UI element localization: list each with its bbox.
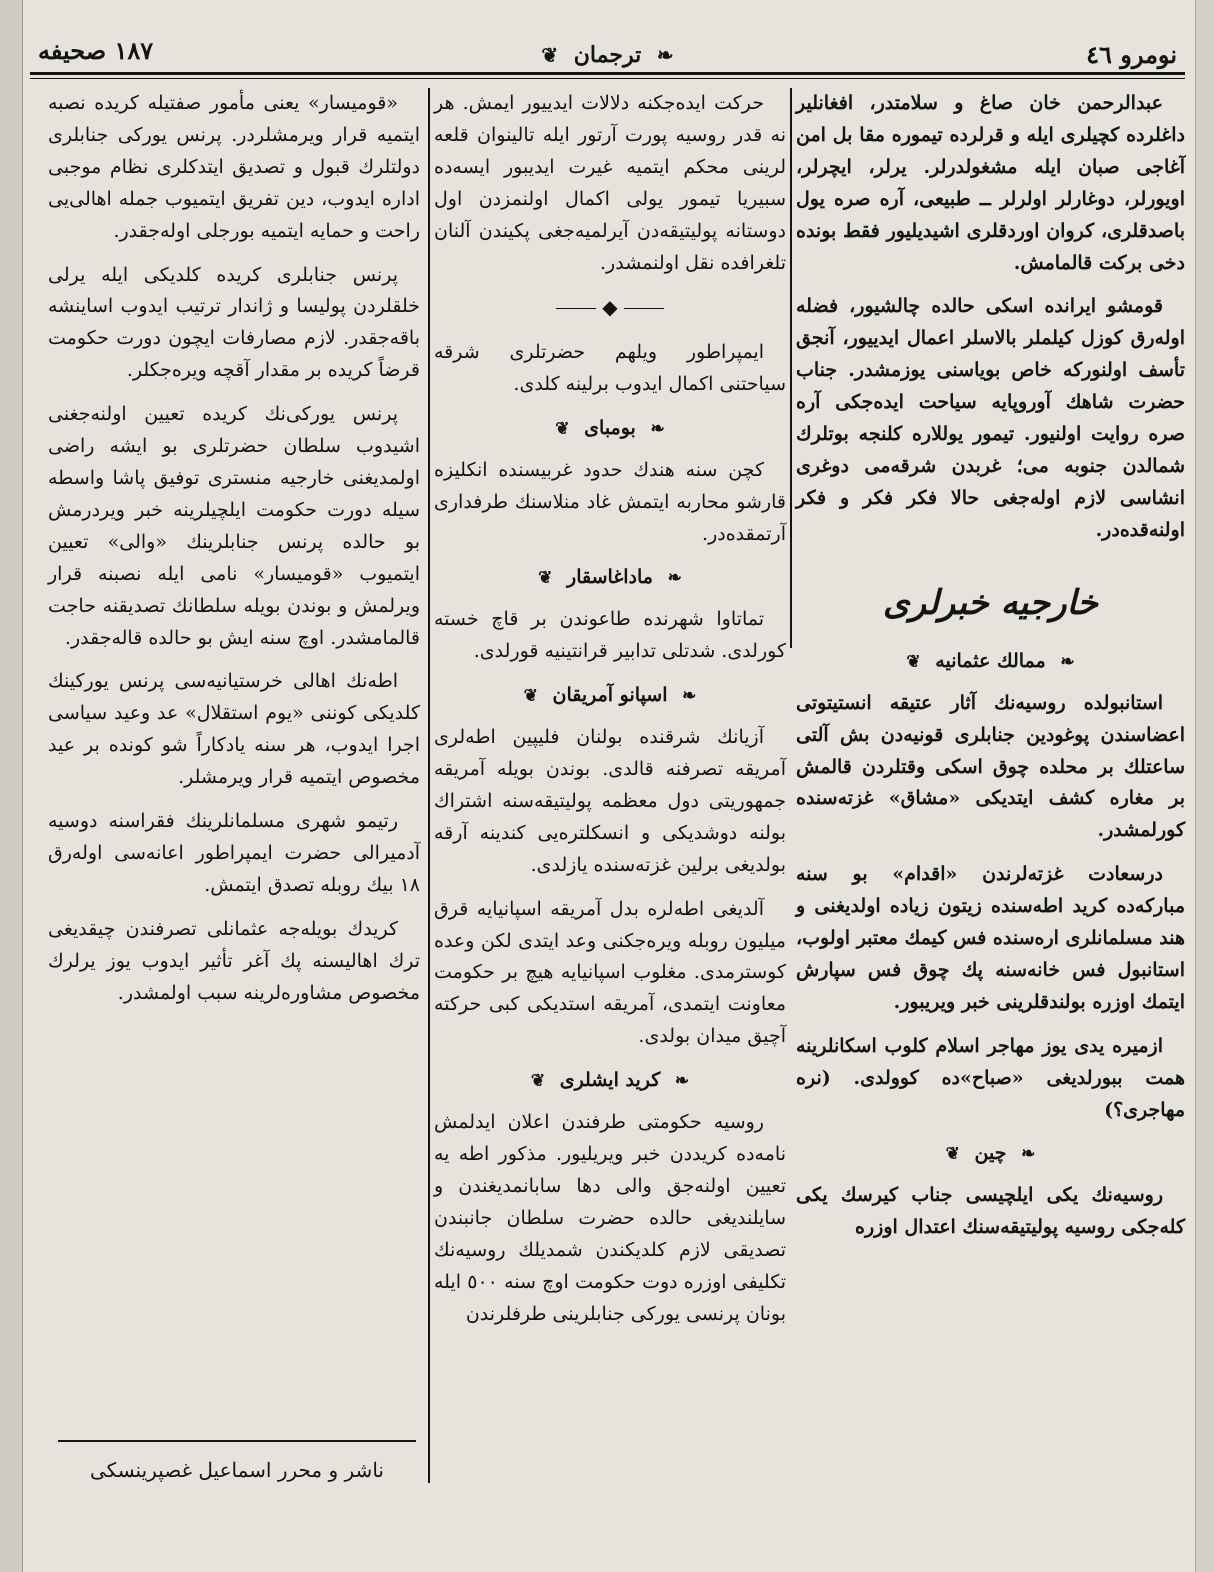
article-paragraph: آزیانك شرقنده بولنان فلیپین اطەلری آمریقه تصرفنه قالدی. بوندن بویله آمریقه جمهوریتی دول معظمه پولیتیقەسنه اشتراك بولنه دوشدیکی و انسکلترەیی کندینه آرقه بولدیغی برلین غزتەسنده یازلدی. xyxy=(434,726,786,876)
article-paragraph: عبدالرحمن خان صاغ و سلامتدر، افغانلیر داغلرده کچیلری ایله و قرلرده تیموره مقا بل امن آغاجی صبان ایله مشغولدرلر. یرلر، ایچرلر، اویورلر، دوغارلر اولرلر ــ طبیعی، آره صره یول باصدقلری، کروان اوردقلری اشیدیلیور فقط بونده دخی برکت قالمامش. xyxy=(796,92,1185,274)
ornament-icon: ❧ xyxy=(656,43,674,67)
section-heading-label: ممالك عثمانیه xyxy=(935,649,1046,672)
ornament-icon: ❦ xyxy=(530,1071,546,1092)
article-paragraph: پرنس یورکی‌نك کریده تعیین اولنەجغنی اشیدوب سلطان حضرتلری بو ایشه راضی اولمدیغنی خارجیه منستری توفیق پاشا واسطه سیله دورت حکومت ایلچیلرینه خبر ویردرمش بو حالده پرنس جنابلرینك «والی» تعیین ایتمیوب «قومیسار» نامی ایله نصبنه قرار ویرلمش و بوندن بویله سلطانك تصدیقنه حاجت قالمامشدر. اوچ سنه ایش بو حالده قالەجقدر. xyxy=(48,403,420,649)
section-heading xyxy=(434,562,786,594)
middle-column xyxy=(434,88,786,1493)
article-paragraph: آلدیغی اطەلره بدل آمریقه اسپانیایه قرق میلیون روبله ویرەجکنی وعد ایتدی لکن وعده کوسترمدی. مغلوب اسپانیایه هیچ بر حکومت معاونت ایتمدی، آمریقه استدیکی کبی حرکته آچیق میدان بولدی. xyxy=(434,897,786,1048)
article-paragraph: روسیه حکومتی طرفندن اعلان ایدلمش نامەده کریددن خبر ویریلیور. مذکور اطه یه تعیین اولنەجق والی دها سابانمدیغندن و سایلندیغی حالده حضرت سلطان جانبندن تصدیقی لازم کلدیکندن شمدیلك روسیەنك تکلیفی اوزره دوت حکومت اوچ سنه ٥٠٠ ایله بونان پرنسی یورکی جنابلرینی طرفلرندن xyxy=(434,1111,787,1325)
page-right-edge xyxy=(1195,0,1214,1572)
article-paragraph: کچن سنه هندك حدود غربیسنده انکلیزه قارشو محاربه ایتمش غاد منلاسنك طرفداری آرتمقدەدر. xyxy=(434,458,786,545)
ornament-icon: ❧ xyxy=(650,418,665,439)
section-heading xyxy=(796,1138,1185,1170)
left-column xyxy=(48,88,420,1403)
article-paragraph: کریدك بویلەجه عثمانلی تصرفندن چیقدیغی ترك اهالیسنه پك آغر تأثیر ایدوب یوز یرلرك مخصوص مشاورەلرینه سبب اولمشدر. xyxy=(48,917,420,1004)
diamond-icon: ◆ xyxy=(602,295,618,320)
section-heading xyxy=(434,680,786,712)
issue-number: نومرو ٤٦ xyxy=(1086,40,1177,69)
header-rule-thin xyxy=(30,78,1185,79)
article-paragraph: استانبولده روسیەنك آثار عتیقه انستیتوتی اعضاسندن پوغودین جنابلری قونیەدن بش آلتی ساعتلك بر محلده چوق اسکی وقتلردن قالمش بر مغاره کشف ایتدیکی «مشاق» غزتەسنده کورلمشدر. xyxy=(796,691,1185,842)
ornament-icon: ❧ xyxy=(1021,1144,1036,1165)
column-divider xyxy=(428,88,430,1483)
ornament-icon: ❦ xyxy=(945,1144,960,1165)
newspaper-title xyxy=(30,42,1185,68)
section-heading-label: ماداغاسقار xyxy=(567,566,653,589)
masthead-title: ترجمان xyxy=(573,42,642,68)
footer-rule xyxy=(58,1440,416,1442)
ornament-icon: ❦ xyxy=(523,686,538,707)
section-title-foreign-news: خارجیه خبرلری xyxy=(883,582,1098,623)
section-heading-label: چین xyxy=(974,1142,1007,1165)
page-number: ١٨٧ صحيفه xyxy=(38,36,154,65)
ornament-icon: ❧ xyxy=(682,686,697,707)
section-heading-label: کرید ایشلری xyxy=(559,1069,661,1092)
article-paragraph: پرنس جنابلری کریده کلدیکی ایله یرلی خلقلردن پولیسا و ژاندار ترتیب ایدوب اساینشه باقەجقدر. لازم مصارفات ایچون دورت حکومت قرضاً کریده بر مقدار آقچه ویرەجکلر. xyxy=(48,263,420,382)
section-heading xyxy=(434,413,786,445)
right-column xyxy=(796,88,1185,1472)
section-heading xyxy=(796,646,1185,678)
publisher-credit: ناشر و محرر اسماعیل غصپرینسکی xyxy=(90,1458,384,1482)
page-left-edge xyxy=(0,0,23,1572)
ornament-icon: ❧ xyxy=(674,1071,690,1092)
article-paragraph: اطەنك اهالی خرستیانیەسی پرنس یورکینك کلدیکی کوننی «یوم استقلال» عد وعید سیاسی اجرا ایدوب، هر سنه یادکاراً شو کونده بر عید مخصوص ایتمیه قرار ویرمشلر. xyxy=(48,670,420,789)
section-heading-label: اسپانو آمریقان xyxy=(552,684,668,707)
article-paragraph: رتیمو شهری مسلمانلرینك فقراسنه دوسیه آدمیرالی حضرت ایمپراطور اعانەسی اولەرق ١٨ بیك روبله تصدق ایتمش. xyxy=(48,810,420,896)
column-divider xyxy=(790,88,792,648)
ornament-icon: ❦ xyxy=(555,418,570,439)
article-paragraph: تماتاوا شهرنده طاعوندن بر قاچ خسته کورلدی. شدتلی تدابیر قرانتینیه قورلدی. xyxy=(434,608,786,663)
page-header xyxy=(30,28,1185,78)
article-paragraph: حرکت ایدەجکنه دلالات ایدییور ایمش. هر نه قدر روسیه پورت آرتور ایله تالینوان قلعه لرینی محکم ایتمیه غیرت ایدیبور ایسەده سبیریا تیمور یولی اکمال اولنمزدن اول دوستانه پولیتیقەدن آیرلمیەجغی پکیندن آلنان تلغرافده نقل اولنمشدر. xyxy=(434,92,786,274)
article-paragraph: «قومیسار» یعنی مأمور صفتیله کریده نصبه ایتمیه قرار ویرمشلردر. پرنس یورکی جنابلری دولتلرك قبول و تصدیق ایتدکلری نظام موجبی اداره ایدوب، دین تفریق ایتمیوب جمله اهالی‌یی راحت و حمایه ایتمیه بورجلی اولەجقدر. xyxy=(48,92,420,242)
ornament-icon: ❧ xyxy=(667,568,682,589)
article-paragraph: ازمیره یدی یوز مهاجر اسلام کلوب اسکانلرینه همت ببورلدیغی «صباح»ده کوولدی. (نره مهاجری؟) xyxy=(796,1034,1185,1121)
article-paragraph: روسیەنك یکی ایلچیسی جناب کیرسك یکی کلەجکی روسیه پولیتیقەسنك اعتدال اوزره xyxy=(796,1184,1185,1239)
ornament-icon: ❧ xyxy=(1060,651,1075,672)
ornament-icon: ❦ xyxy=(541,43,559,67)
article-paragraph: درسعادت غزتەلرندن «اقدام» بو سنه مبارکەده کرید اطەسنده زیتون زیاده اولدیغنی و هند مسلمانلری ارەسنده فس کیمك معتبر اولوب، استانبول فس خانەسنه پك چوق فس سپارش ایتمك اوزره بولندقلرینی خبر ویریبور. xyxy=(796,863,1185,1013)
section-divider xyxy=(434,291,786,325)
section-heading xyxy=(434,1065,786,1097)
article-paragraph: ایمپراطور ویلهم حضرتلری شرقه سیاحتنی اکمال ایدوب برلینه کلدی. xyxy=(434,341,786,395)
ornament-icon: ❦ xyxy=(906,651,921,672)
article-paragraph: قومشو ایرانده اسکی حالده چالشیور، فضله اولەرق کوزل کیلملر بالاسلر اعمال ایدییور، آنجق تأسف اولنورکه خاص بویاسنی یوزمشدر. جناب حضرت شاهك آوروپایه سیاحت ایدەجکی آره صره روایت اولنیور. تیمور یوللاره کلنجه بوتلرك شمالدن جنوبه می؛ غربدن شرقەمی دوغری انشاسی لازم اولەجغی حالا فکر فکر و فکر اولنەقدەدر. xyxy=(796,295,1185,541)
section-heading-label: بومبای xyxy=(584,416,636,439)
ornament-icon: ❦ xyxy=(538,568,553,589)
header-rule xyxy=(30,72,1185,75)
